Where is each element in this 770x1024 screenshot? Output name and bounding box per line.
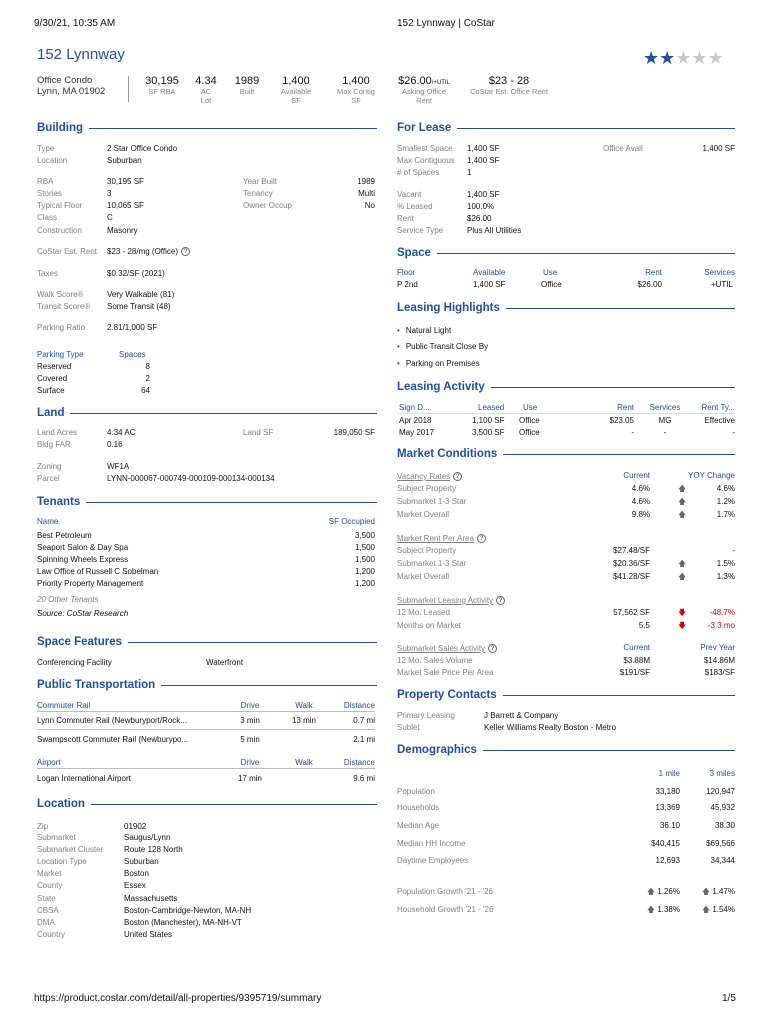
table-header: Rent Ty... [701,403,735,412]
table-header: Walk [295,701,313,710]
star-empty-icon: ★ [707,48,724,68]
star-empty-icon: ★ [675,48,692,68]
section-title: Location [37,798,85,810]
table-cell: Seaport Salon & Day Spa [37,543,129,552]
table-cell: 3 min [240,716,260,725]
label: Typical Floor [37,201,83,210]
table-header: Distance [343,758,375,767]
table-header: Available [473,268,506,277]
label: RBA [37,177,54,186]
value: 38.30 [714,821,735,830]
label: Land Acres [37,428,78,437]
label: Country [37,930,66,939]
section-demographics [397,744,735,756]
stat-built-label: Built [239,87,255,96]
table-cell: 1,500 [354,543,375,552]
value: 4.6% [631,497,650,506]
label: DMA [37,918,55,927]
section-title: Demographics [397,744,477,756]
label: Transit Score® [37,302,91,311]
table-header: YOY Change [688,471,735,480]
value: 189,050 SF [333,428,375,437]
table-cell: Surface [37,386,65,395]
value: 5.5 [638,621,650,630]
table-cell: 9.6 mi [353,774,375,783]
table-header: Airport [37,758,61,767]
value: 4.34 AC [107,428,136,437]
stat-ac-value: 4.34 [195,75,217,87]
label: Max Contiguous [397,156,455,165]
value: 2.81/1,000 SF [107,323,158,332]
value: -3.3 mo [707,621,735,630]
label: Market [37,869,62,878]
table-header: Current [623,643,650,652]
label: % Leased [397,202,433,211]
value: Very Walkable (81) [107,290,175,299]
stat-asking-label: Asking Office Rent [401,87,447,105]
label: Parking Ratio [37,323,86,332]
value: Boston-Cambridge-Newton, MA-NH [124,906,252,915]
table-cell: Effective [704,416,735,425]
table-header: Prev Year [700,643,735,652]
section-property-contacts [397,689,735,701]
label: Owner Occup [243,201,292,210]
value: $27.48/SF [613,546,650,555]
label: Daytime Employees [397,856,469,865]
value: - [732,546,735,555]
label: Bldg FAR [37,440,71,449]
table-header: Name [37,517,59,526]
label: Stories [37,189,62,198]
value: 9.8% [631,510,650,519]
section-space-features [37,636,377,648]
stat-contig-value: 1,400 [342,75,370,87]
value: 30,195 SF [107,177,144,186]
stat-available-label: Available SF [280,87,312,105]
table-header: Commuter Rail [37,701,91,710]
table-cell: 17 min [237,774,262,783]
value: $183/SF [704,668,735,677]
feature-item: Waterfront [206,658,244,667]
section-building [37,122,377,134]
section-title: Market Conditions [397,448,498,460]
table-cell: - [732,428,735,437]
help-icon[interactable]: ? [488,644,497,653]
table-cell: 64 [141,386,150,395]
divider [128,76,129,102]
value: 2 Star Office Condo [107,144,178,153]
table-cell: 0.7 mi [353,716,375,725]
value: 1,400 SF [467,144,500,153]
stat-available-value: 1,400 [282,75,310,87]
subsection-title: Vacancy Rates [397,472,451,481]
value: 13,369 [655,803,680,812]
label: Sublet [397,723,420,732]
value: 12,693 [655,856,680,865]
value: 34,344 [710,856,735,865]
table-cell: Law Office of Russell C Sobelman [37,567,159,576]
value: 01902 [124,822,147,831]
table-header: Rent [617,403,634,412]
table-cell: P 2nd [397,280,418,289]
value: $3.88M [623,656,650,665]
subsection-title: Market Rent Per Area [397,534,474,543]
label: Class [37,213,58,222]
table-header: Drive [240,701,260,710]
help-icon[interactable]: ? [477,534,486,543]
label: Market Overall [397,572,450,581]
divider [37,768,375,769]
label: Submarket [37,833,76,842]
value: 4.6% [631,484,650,493]
label: Location Type [37,857,87,866]
label: Market Overall [397,510,450,519]
table-header: Use [523,403,538,412]
table-header: Parking Type [37,350,84,359]
value: $23 - 28/mg (Office) [107,247,178,256]
label: Months on Market [397,621,462,630]
value: $40,415 [651,839,680,848]
list-item: • Parking on Premises [397,358,480,369]
section-title: Space Features [37,636,123,648]
table-cell: Reserved [37,362,72,371]
print-page-title: 152 Lynnway | CoStar [397,18,495,29]
subsection-title: Submarket Sales Activity [397,644,486,653]
label: Construction [37,226,82,235]
list-item: • Public Transit Close By [397,341,488,352]
value: Saugus/Lynn [124,833,171,842]
value: 100.0% [467,202,495,211]
label: Median Age [397,821,440,830]
table-cell: 1,200 [354,579,375,588]
divider [37,729,375,730]
label: Household Growth '21 - '26 [397,905,494,914]
section-title: Leasing Highlights [397,302,500,314]
label: Subject Property [397,546,457,555]
value: 3 [107,189,112,198]
divider [397,413,735,414]
label: Households [397,803,440,812]
value: United States [124,930,173,939]
table-cell: Swampscott Commuter Rail (Newburypo... [37,735,189,744]
table-cell: $26.00 [637,280,662,289]
value: WF1A [107,462,130,471]
section-title: Public Transportation [37,679,156,691]
arrow-up-icon: 🡅 [701,905,713,914]
value: Plus All Utilities [467,226,522,235]
arrow-up-icon: 🡅 [678,484,687,493]
value: 10,065 SF [107,201,144,210]
property-title: 152 Lynnway [37,46,125,63]
section-market-conditions [397,448,735,460]
value: Masonry [107,226,138,235]
label: Zoning [37,462,62,471]
value: Essex [124,881,146,890]
value: $69,566 [706,839,735,848]
arrow-up-icon: 🡅 [678,497,687,506]
table-cell: 1,100 SF [472,416,505,425]
table-header: Distance [343,701,375,710]
table-cell: Spinning Wheels Express [37,555,129,564]
stat-contig-label: Max Contig SF [337,87,375,105]
table-header: Spaces [119,350,146,359]
label: County [37,881,63,890]
table-header: Leased [478,403,505,412]
table-cell: Office [541,280,562,289]
table-cell: $23.05 [609,416,634,425]
help-icon[interactable]: ? [496,596,505,605]
label: Taxes [37,269,58,278]
help-icon[interactable]: ? [181,247,190,256]
value: Boston [124,869,149,878]
value: $191/SF [619,668,650,677]
section-title: Property Contacts [397,689,497,701]
label: CoStar Est. Rent [37,247,98,256]
label: Primary Leasing [397,711,455,720]
table-cell: 3,500 [354,531,375,540]
section-title: Leasing Activity [397,381,485,393]
table-header: SF Occupied [328,517,375,526]
stat-asking-suffix: /+UTIL [431,80,450,86]
label: Submarket Cluster [37,845,104,854]
value: $20.36/SF [613,559,650,568]
label: Year Built [243,177,277,186]
table-cell: 13 min [291,716,316,725]
label: 12 Mo. Leased [397,608,450,617]
stat-rba-label: SF RBA [148,87,176,96]
table-cell: Best Petroleum [37,531,92,540]
label: Market Sale Price Per Area [397,668,494,677]
stat-est-value: $23 - 28 [488,75,530,87]
table-cell: 8 [145,362,150,371]
table-cell: Covered [37,374,68,383]
table-cell: Logan International Airport [37,774,131,783]
label: Zip [37,822,49,831]
section-location [37,798,377,810]
label: Population Growth '21 - '26 [397,887,493,896]
value: 0.16 [107,440,123,449]
table-cell: Office [519,428,540,437]
value: $26.00 [467,214,492,223]
table-header: Use [543,268,558,277]
arrow-up-icon: 🡅 [678,572,687,581]
value: -48.7% [709,608,735,617]
section-title: Land [37,407,65,419]
label: Smallest Space [397,144,453,153]
table-cell: May 2017 [399,428,435,437]
section-title: Building [37,122,83,134]
other-tenants: 20 Other Tenants [37,595,99,604]
table-cell: Apr 2018 [399,416,432,425]
label: # of Spaces [397,168,440,177]
label: Vacant [397,190,422,199]
section-transport [37,679,377,691]
arrow-up-icon: 🡅 [646,905,658,914]
value: 33,180 [655,787,680,796]
table-cell: 1,200 [354,567,375,576]
label: Land SF [243,428,274,437]
subsection-title: Submarket Leasing Activity [397,596,494,605]
section-title: For Lease [397,122,452,134]
label: Rent [397,214,414,223]
value: Multi [358,189,375,198]
value: 1,400 SF [467,156,500,165]
value: 1,400 SF [702,144,735,153]
section-title: Space [397,247,431,259]
value: 120,947 [706,787,735,796]
table-cell: 1,400 SF [473,280,506,289]
value: J Barrett & Company [484,711,559,720]
table-cell: Office [519,416,540,425]
value: 45,932 [710,803,735,812]
label: 12 Mo. Sales Volume [397,656,473,665]
arrow-down-icon: 🡇 [678,608,687,617]
table-cell: 2 [145,374,150,383]
footer-page: 1/5 [722,993,736,1004]
table-header: Floor [397,268,416,277]
arrow-up-icon: 🡅 [646,887,658,896]
label: Parcel [37,474,60,483]
value: C [107,213,113,222]
stat-ac-label: AC Lot [200,87,212,105]
list-item: • Natural Light [397,325,451,336]
feature-item: Conferencing Facility [37,658,112,667]
value: $41.28/SF [613,572,650,581]
value: 1 [467,168,472,177]
value: 1.7% [716,510,735,519]
value: $14.86M [703,656,735,665]
star-rating [643,49,724,67]
stat-built-value: 1989 [234,75,260,87]
table-header: 1 mile [658,769,680,778]
label: Tenancy [243,189,273,198]
section-tenants [37,496,377,508]
value: No [364,201,375,210]
value: 1.47% [712,887,735,896]
table-cell: Priority Property Management [37,579,144,588]
value: Massachusetts [124,894,178,903]
table-cell: +UTIL [710,280,733,289]
value: 1,400 SF [467,190,500,199]
value: 1.38% [657,905,680,914]
arrow-up-icon: 🡅 [678,510,687,519]
label: Submarket 1-3 Star [397,559,467,568]
tenants-source: Source: CoStar Research [37,609,129,618]
value: 4.6% [716,484,735,493]
footer-url[interactable]: https://product.costar.com/detail/all-properties/9395719/summary [34,993,322,1004]
value: 1.2% [716,497,735,506]
value: LYNN-000067-000749-000109-000134-000134 [107,474,275,483]
label: Type [37,144,55,153]
arrow-up-icon: 🡅 [701,887,713,896]
value: Keller Williams Realty Boston - Metro [484,723,617,732]
value: Route 128 North [124,845,183,854]
table-header: Rent [645,268,662,277]
label: Submarket 1-3 Star [397,497,467,506]
star-filled-icon: ★ [659,48,676,68]
value: Suburban [124,857,159,866]
value: Boston (Manchester), MA-NH-VT [124,918,242,927]
section-leasing-highlights [397,302,735,314]
star-empty-icon: ★ [691,48,708,68]
value: 36.10 [659,821,680,830]
label: State [37,894,56,903]
table-cell: - [631,428,634,437]
table-header: Drive [240,758,260,767]
label: Office Avail [603,144,643,153]
table-header: Services [704,268,735,277]
table-cell: MG [658,416,672,425]
divider [37,711,375,712]
label: Population [397,787,435,796]
table-cell: 1,500 [354,555,375,564]
value: 1.3% [716,572,735,581]
arrow-down-icon: 🡇 [678,621,687,630]
arrow-up-icon: 🡅 [678,559,687,568]
value: $0.32/SF (2021) [107,269,165,278]
label: Median HH Income [397,839,466,848]
value: Suburban [107,156,142,165]
table-header: Sign D... [399,403,430,412]
table-cell: 2.1 mi [353,735,375,744]
star-filled-icon: ★ [643,48,660,68]
value: Some Transit (48) [107,302,171,311]
value: 1.5% [716,559,735,568]
table-cell: 5 min [240,735,260,744]
stat-rba-value: 30,195 [145,75,179,87]
value: 1989 [357,177,375,186]
section-land [37,407,377,419]
label: Service Type [397,226,444,235]
value: 1.54% [712,905,735,914]
property-type: Office Condo [37,75,93,86]
table-cell: - [663,428,667,437]
table-header: 3 miles [709,769,735,778]
help-icon[interactable]: ? [453,472,462,481]
print-datetime: 9/30/21, 10:35 AM [34,18,116,29]
value: 57,562 SF [613,608,650,617]
label: Walk Score® [37,290,84,299]
label: CBSA [37,906,59,915]
section-title: Tenants [37,496,81,508]
label: Subject Property [397,484,457,493]
value: 1.26% [657,887,680,896]
table-cell: 3,500 SF [472,428,505,437]
table-header: Current [623,471,650,480]
table-header: Services [649,403,681,412]
section-leasing-activity [397,381,735,393]
label: Location [37,156,68,165]
table-cell: Lynn Commuter Rail (Newburyport/Rock... [37,716,187,725]
table-header: Walk [295,758,313,767]
stat-asking-value: $26.00 [398,75,432,87]
section-for-lease [397,122,735,134]
stat-est-label: CoStar Est. Office Rent [470,87,548,96]
property-city: Lynn, MA 01902 [37,86,106,97]
section-space [397,247,735,259]
